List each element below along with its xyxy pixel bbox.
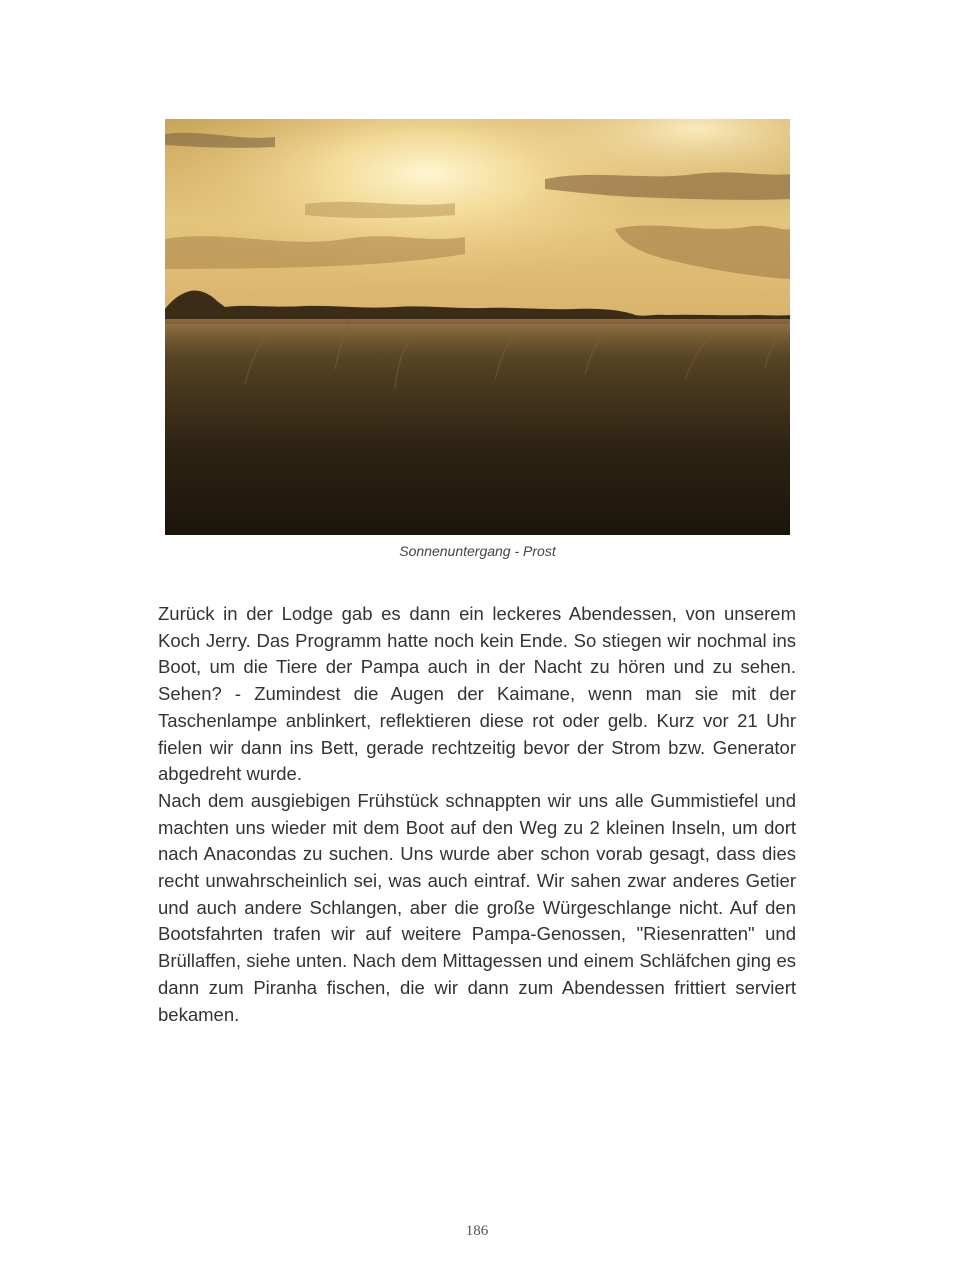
- figure-caption: Sonnenuntergang - Prost: [399, 543, 556, 559]
- paragraph: Nach dem ausgiebigen Frühstück schnappten wir uns alle Gummistiefel und machten uns wieder mit dem Boot auf den Weg zu 2 kleinen Inseln, um dort nach Anacondas zu suchen. Uns wurde aber schon vorab gesagt, dass dies recht unwahrscheinlich sei, was auch eintraf. Wir sahen zwar anderes Getier und auch andere Schlangen, aber die große Würgeschlange nicht. Auf den Bootsfahrten trafen wir auf weitere Pampa-Genossen, "Riesenratten" und Brüllaffen, siehe unten. Nach dem Mittagessen und einem Schläfchen ging es dann zum Piranha fischen, die wir dann zum Abendessen frittiert serviert bekamen.: [158, 789, 796, 1025]
- body-text: [158, 601, 796, 1028]
- paragraph: Zurück in der Lodge gab es dann ein leckeres Abendessen, von unserem Koch Jerry. Das Programm hatte noch kein Ende. So stiegen wir nochmal ins Boot, um die Tiere der Pampa auch in der Nacht zu hören und zu sehen. Sehen? - Zumindest die Augen der Kaimane, wenn man sie mit der Taschenlampe anblinkert, reflektieren diese rot oder gelb. Kurz vor 21 Uhr fielen wir dann ins Bett, gerade rechtzeitig bevor der Strom bzw. Generator abgedreht wurde.: [158, 603, 796, 785]
- sunset-photo: [165, 119, 790, 535]
- page-number: 186: [465, 1223, 489, 1239]
